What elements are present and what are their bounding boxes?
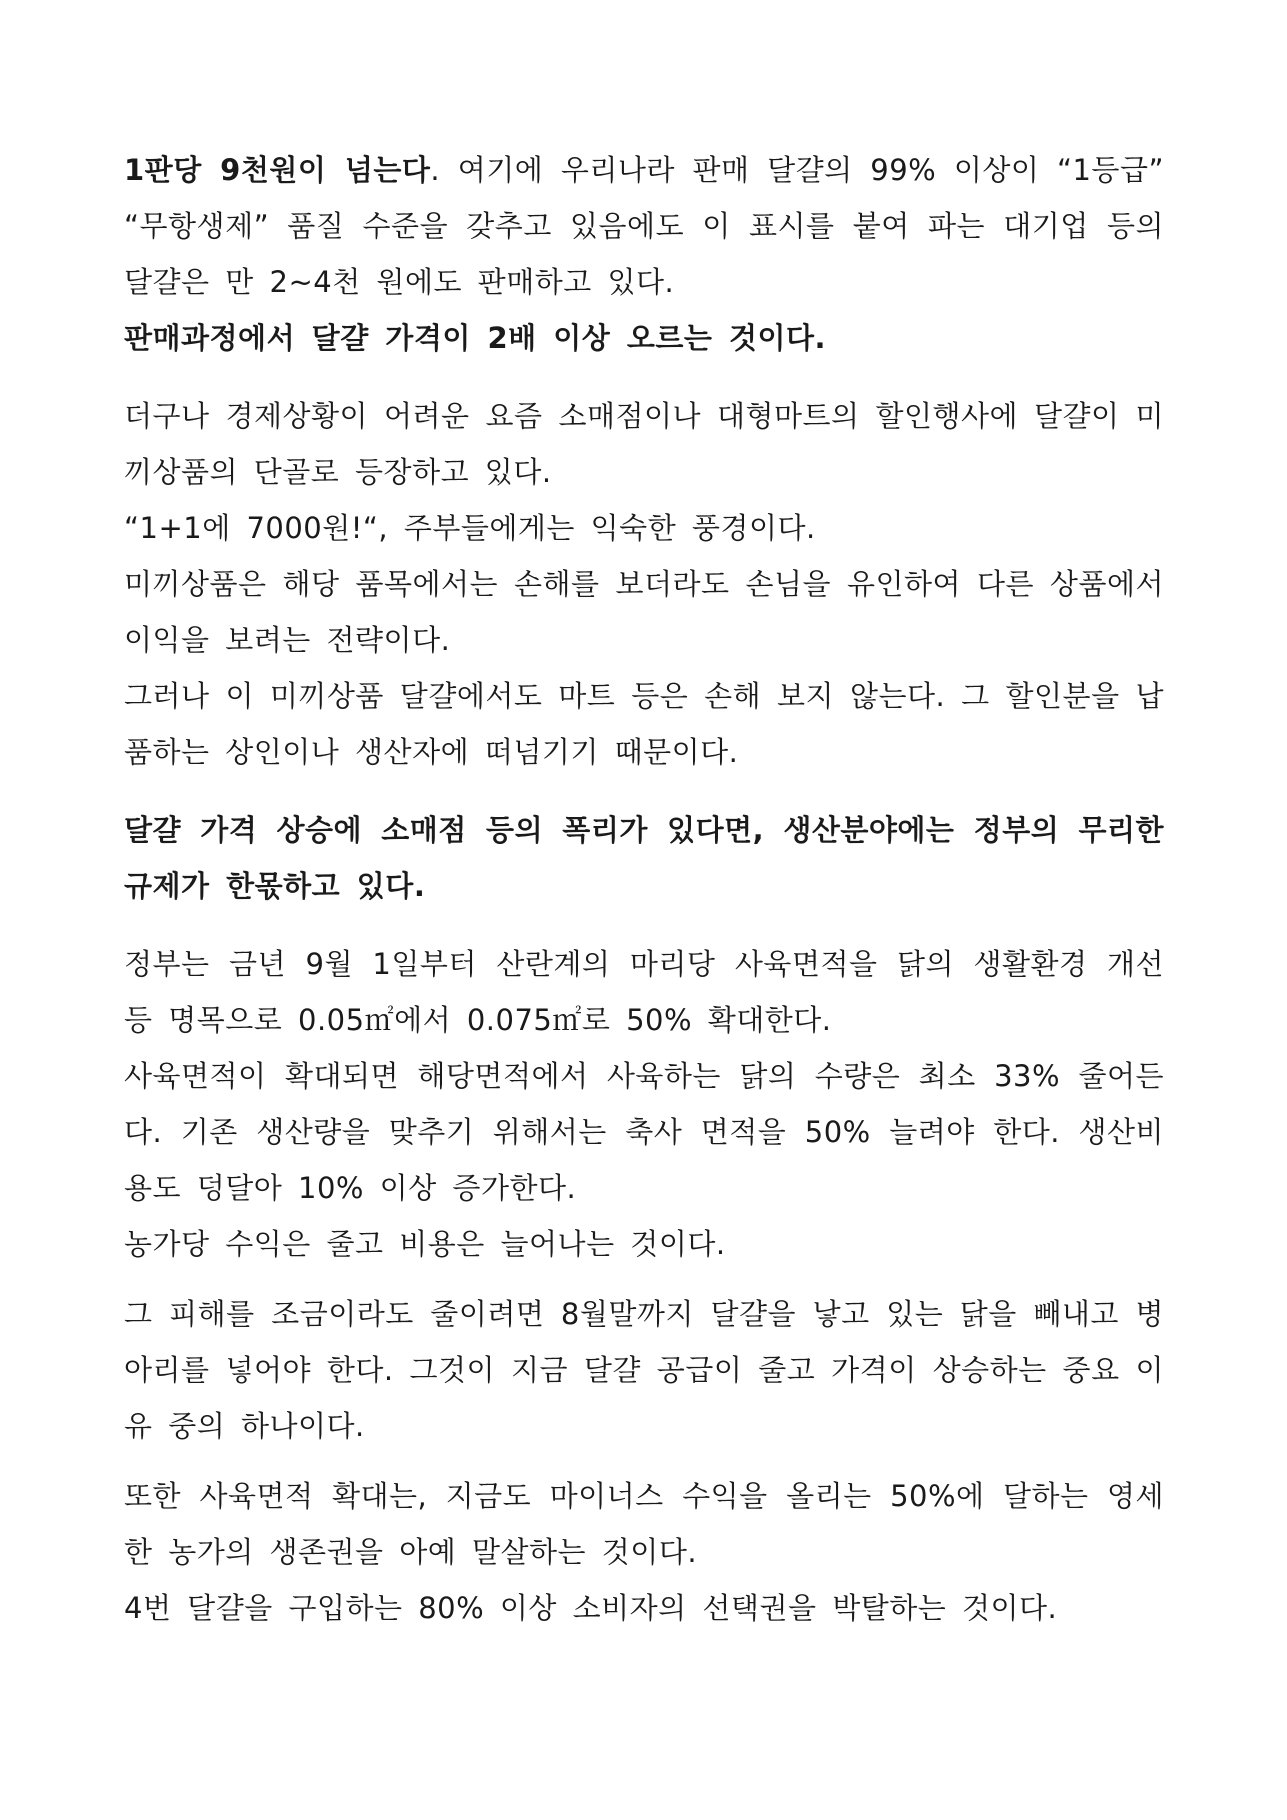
price-highlight: 1판당 9천원이 넘는다 <box>124 153 431 187</box>
paragraph-area-expansion: 정부는 금년 9월 1일부터 산란계의 마리당 사육면적을 닭의 생활환경 개선 등 명목으로 0.05㎡에서 0.075㎡로 50% 확대한다. <box>124 947 1164 1037</box>
paragraph-bait-strategy: 미끼상품은 해당 품목에서는 손해를 보더라도 손님을 유인하여 다른 상품에서 이익을 보려는 전략이다. <box>124 567 1164 657</box>
paragraph-farm-income: 농가당 수익은 줄고 비용은 늘어나는 것이다. <box>124 1227 726 1261</box>
paragraph-consumer-choice: 4번 달걀을 구입하는 80% 이상 소비자의 선택권을 박탈하는 것이다. <box>124 1591 1058 1625</box>
heading-regulation: 달걀 가격 상승에 소매점 등의 폭리가 있다면, 생산분야에는 정부의 무리한 규제가 한몫하고 있다. <box>124 813 1164 903</box>
paragraph-one-plus-one: “1+1에 7000원!“, 주부들에게는 익숙한 풍경이다. <box>124 511 816 545</box>
paragraph-bait-product: 더구나 경제상황이 어려운 요즘 소매점이나 대형마트의 할인행사에 달걀이 미끼상품의 단골로 등장하고 있다. <box>124 399 1164 489</box>
paragraph-price <box>124 142 1164 310</box>
document-page <box>124 142 1164 1636</box>
price-text: . 여기에 우리나라 판매 달걀의 99% 이상이 “1등급” “무항생제” 품질 수준을 갖추고 있음에도 이 표시를 붙여 파는 대기업 등의 달걀은 만 2~4천 원에도 판매하고 있다. <box>124 153 1164 299</box>
paragraph-small-farms: 또한 사육면적 확대는, 지금도 마이너스 수익을 올리는 50%에 달하는 영세한 농가의 생존권을 아예 말살하는 것이다. <box>124 1479 1164 1569</box>
paragraph-supply-reason: 그 피해를 조금이라도 줄이려면 8월말까지 달걀을 낳고 있는 닭을 빼내고 병아리를 넣어야 한다. 그것이 지금 달걀 공급이 줄고 가격이 상승하는 중요 이유 중의 하나이다. <box>124 1297 1164 1443</box>
paragraph-production-impact: 사육면적이 확대되면 해당면적에서 사육하는 닭의 수량은 최소 33% 줄어든다. 기존 생산량을 맞추기 위해서는 축사 면적을 50% 늘려야 한다. 생산비용도 덩달아 10% 이상 증가한다. <box>124 1059 1164 1205</box>
paragraph-discount-burden: 그러나 이 미끼상품 달걀에서도 마트 등은 손해 보지 않는다. 그 할인분을 납품하는 상인이나 생산자에 떠넘기기 때문이다. <box>124 679 1164 769</box>
heading-price-doubling: 판매과정에서 달걀 가격이 2배 이상 오르는 것이다. <box>124 321 827 355</box>
